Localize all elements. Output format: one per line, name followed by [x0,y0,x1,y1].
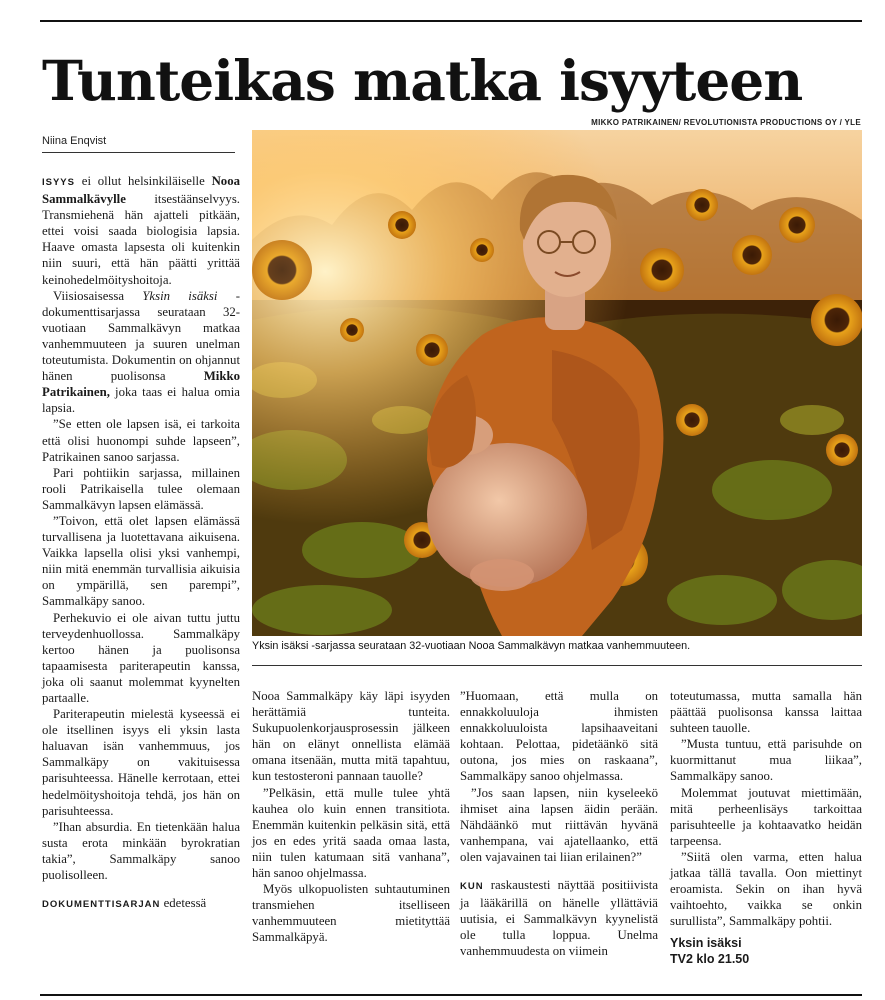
article-column-1 [42,173,240,913]
paragraph: Pari pohtiikin sarjassa, millainen rooli Patrikaisella tulee olemaan Sammalkävyn lapsen elämässä. [42,465,240,512]
photo-credit: MIKKO PATRIKAINEN/ REVOLUTIONISTA PRODUCTIONS OY / YLE [591,118,861,127]
paragraph: Viisiosaisessa Yksin isäksi -dokumenttisarjassa seurataan 32-vuotiaan Sammalkävyn matkaa vanhemmuuteen ja suuren unelman toteutumista. Dokumentin on ohjannut hänen puolisonsa Mikko Patrikainen, joka taas ei halua omia lapsia. [42,288,240,416]
top-rule [40,20,862,22]
paragraph: ”Toivon, että olet lapsen elämässä turvallisena ja luotettavana aikuisena. Vaikka lapsella olisi yksi vanhempi, niin mitä enemmän turvallisia aikuisia on ympärillä, sen parempi”, Sammalkäpy sanoo. [42,513,240,609]
series-title: Yksin isäksi [142,288,218,303]
paragraph: ”Jos saan lapsen, niin kyseleekö ihmiset aina lapsen äidin perään. Nähdäänkö mut riittävän hyvänä vanhempana, vai ajatellaanko, että olen vajavainen tai liian erilainen?” [460,785,658,864]
person-name: Nooa Sammalkävylle [42,174,240,207]
article-column-4 [670,688,862,967]
section-paragraph: KUN raskaustesti näyttää positiivista ja lääkärillä on hänelle yllättäviä uutisia, ei Sammalkävyn kyynelistä ole tulla loppua. Unelma vanhemmuudesta on viimein [460,878,658,959]
bottom-rule [40,994,862,996]
feature-photo [252,130,862,636]
paragraph: ”Ihan absurdia. En tietenkään halua susta erota minkään byrokratian takia”, Sammalkäpy sanoo puolisolleen. [42,819,240,883]
lead-kicker: ISYYS [42,177,75,188]
paragraph: Nooa Sammalkäpy käy läpi isyyden herättämiä tunteita. Sukupuolenkorjausprosessin jälkeen hän on elänyt onnellista elämää omana itsenään, mutta mitä tapahtuu, kun testosteroni pannaan tauolle? [252,689,450,784]
paragraph: ”Pelkäsin, että mulle tulee yhtä kauhea olo kuin ennen transitiota. Enemmän kuitenkin pelkäsin sitä, että jos en edes yritä saada omaa lasta, niin tulen katumaan sitä vanhana”, hän sanoo ohjelmassa. [252,785,450,881]
paragraph: ”Se etten ole lapsen isä, ei tarkoita että olisi huonompi suhde lapseen”, Patrikainen sanoo sarjassa. [42,417,240,464]
paragraph: ”Siitä olen varma, etten halua jatkaa tällä tavalla. Oon miettinyt eroamista. Sekin on ihan hyvä vaihtoehto, vaikka se onkin surullista”, Sammalkäpy pohtii. [670,849,862,929]
byline-rule [42,152,235,153]
caption-rule [252,665,862,666]
sunflower-field-portrait-icon [252,130,862,636]
paragraph: Perhekuvio ei ole aivan tuttu juttu terveydenhuollossa. Sammalkäpy kertoo hänen ja puolisonsa tapaamisesta pariterapeutin kanssa, joka oli saanut molemmat kyynelten partaalle. [42,610,240,705]
program-title: Yksin isäksi [670,936,742,951]
lead-paragraph: ISYYS ei ollut helsinkiläiselle Nooa Sammalkävylle itsestäänselvyys. Transmiehenä hän ajatteli pitkään, ettei voisi saada biologisia lapsia. Haave omasta lapsesta oli kuitenkin niin suuri, että hän päätti yrittää keinohedelmöityshoitoja. [42,174,240,287]
paragraph: toteutumassa, mutta samalla hän päättää puolisonsa kanssa laittaa suhteen tauolle. [670,689,862,736]
paragraph: Molemmat joutuvat miettimään, mitä perheenlisäys tarkoittaa parisuhteelle ja kohtaavatko heidän tarpeensa. [670,785,862,848]
paragraph: Myös ulkopuolisten suhtautuminen transmiehen itselliseen vanhemmuuteen mietityttää Sammalkäpyä. [252,882,450,945]
paragraph: ”Huomaan, että mulla on ennakkoluuloja ihmisten ennakkoluuloista lapsihaaveitani kohtaan. Pelottaa, pidetäänkö sitä outona, jos mies on raskaana”, Sammalkäpy sanoo ohjelmassa. [460,689,658,784]
section-kicker: DOKUMENTTISARJAN [42,899,161,911]
photo-caption: Yksin isäksi -sarjassa seurataan 32-vuotiaan Nooa Sammalkävyn matkaa vanhemmuuteen. [252,640,691,652]
article-column-3 [460,688,658,960]
person-name: Mikko Patrikainen, [42,369,240,400]
section-kicker: KUN [460,881,484,893]
paragraph: ”Musta tuntuu, että parisuhde on kuormittanut mua liikaa”, Sammalkäpy sanoo. [670,737,862,784]
headline: Tunteikas matka isyyteen [42,48,803,113]
section-paragraph: DOKUMENTTISARJAN edetessä [42,896,207,911]
program-time: TV2 klo 21.50 [670,952,750,967]
article-column-2 [252,688,450,946]
paragraph: Pariterapeutin mielestä kyseessä ei ole itsellinen isyys eli yksin lasta haluavan isän vanhemmuus, jos Sammalkäpy on vakituisessa parisuhteessa. Hänelle kerrotaan, ettei hedelmöityshoitoja tehdä, jos hän on parisuhteessa. [42,707,240,818]
author-byline: Niina Enqvist [42,135,107,147]
